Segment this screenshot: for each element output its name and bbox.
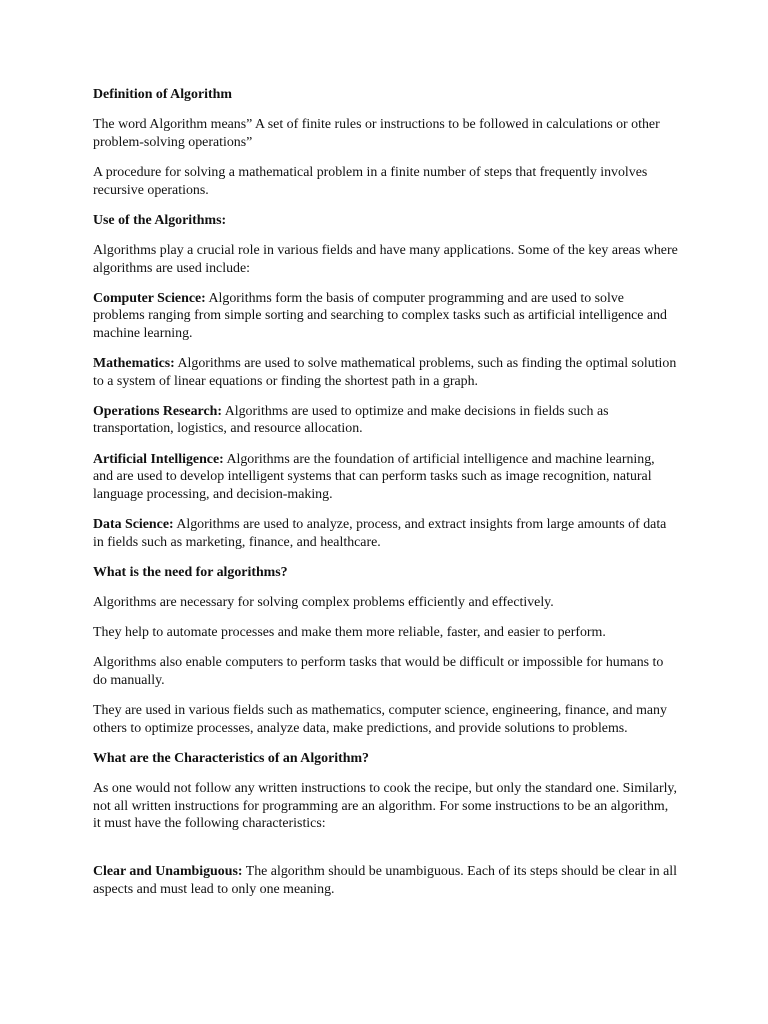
heading-definition-of-algorithm: Definition of Algorithm: [93, 87, 232, 102]
term-operations-research: Operations Research:: [93, 403, 222, 419]
text-clear-and-unambiguous: The algorithm should be unambiguous. Each of its steps should be clear in all aspects and must lead to only one meaning.: [93, 864, 678, 897]
paragraph-necessary-for-solving: Algorithms are necessary for solving complex problems efficiently and effectively.: [93, 595, 554, 610]
paragraph-computer-science: [93, 290, 678, 343]
paragraph-used-in-various-fields: They are used in various fields such as mathematics, computer science, engineering, finance, and many others to optimize processes, analyze data, make predictions, and provide solutions to problems.: [93, 703, 667, 736]
paragraph-characteristics-intro: As one would not follow any written instructions to cook the recipe, but only the standard one. Similarly, not all written instructions for programming are an algorithm. For some instructions to be an algorithm, it must have the following characteristics:: [93, 781, 677, 832]
paragraph-data-science: [93, 516, 678, 551]
term-data-science: Data Science:: [93, 517, 174, 533]
text-data-science: Algorithms are used to analyze, process, and extract insights from large amounts of data in fields such as marketing, finance, and healthcare.: [93, 517, 667, 550]
paragraph-mathematics: [93, 355, 678, 390]
paragraph-procedure-definition: A procedure for solving a mathematical problem in a finite number of steps that frequently involves recursive operations.: [93, 164, 648, 198]
term-clear-and-unambiguous: Clear and Unambiguous:: [93, 864, 243, 880]
paragraph-operations-research: [93, 403, 678, 438]
paragraph-automate-processes: They help to automate processes and make them more reliable, faster, and easier to perform.: [93, 625, 606, 641]
text-operations-research: Algorithms are used to optimize and make decisions in fields such as transportation, logistics, and resource allocation.: [93, 403, 609, 437]
paragraph-algorithm-applications-intro: Algorithms play a crucial role in various fields and have many applications. Some of the key areas where algorithms are used include:: [93, 242, 678, 276]
paragraph-algorithm-meaning: The word Algorithm means” A set of finite rules or instructions to be followed in calculations or other problem-solving operations”: [93, 117, 660, 150]
heading-characteristics-of-algorithm: What are the Characteristics of an Algorithm?: [93, 750, 369, 766]
text-computer-science: Algorithms form the basis of computer programming and are used to solve problems ranging from simple sorting and searching to complex tasks such as artificial intelligence and machine learning.: [93, 290, 667, 341]
term-artificial-intelligence: Artificial Intelligence:: [93, 451, 224, 467]
text-artificial-intelligence: Algorithms are the foundation of artificial intelligence and machine learning, and are used to develop intelligent systems that can perform tasks such as image recognition, natural language processing, and decision-making.: [93, 451, 655, 502]
paragraph-clear-and-unambiguous: [93, 863, 678, 898]
paragraph-enable-computers: Algorithms also enable computers to perform tasks that would be difficult or impossible for humans to do manually.: [93, 655, 664, 688]
term-mathematics: Mathematics:: [93, 356, 175, 372]
text-mathematics: Algorithms are used to solve mathematical problems, such as finding the optimal solution to a system of linear equations or finding the shortest path in a graph.: [93, 356, 677, 389]
heading-need-for-algorithms: What is the need for algorithms?: [93, 564, 288, 580]
paragraph-artificial-intelligence: [93, 451, 678, 504]
term-computer-science: Computer Science:: [93, 290, 206, 306]
heading-use-of-algorithms: Use of the Algorithms:: [93, 212, 227, 228]
